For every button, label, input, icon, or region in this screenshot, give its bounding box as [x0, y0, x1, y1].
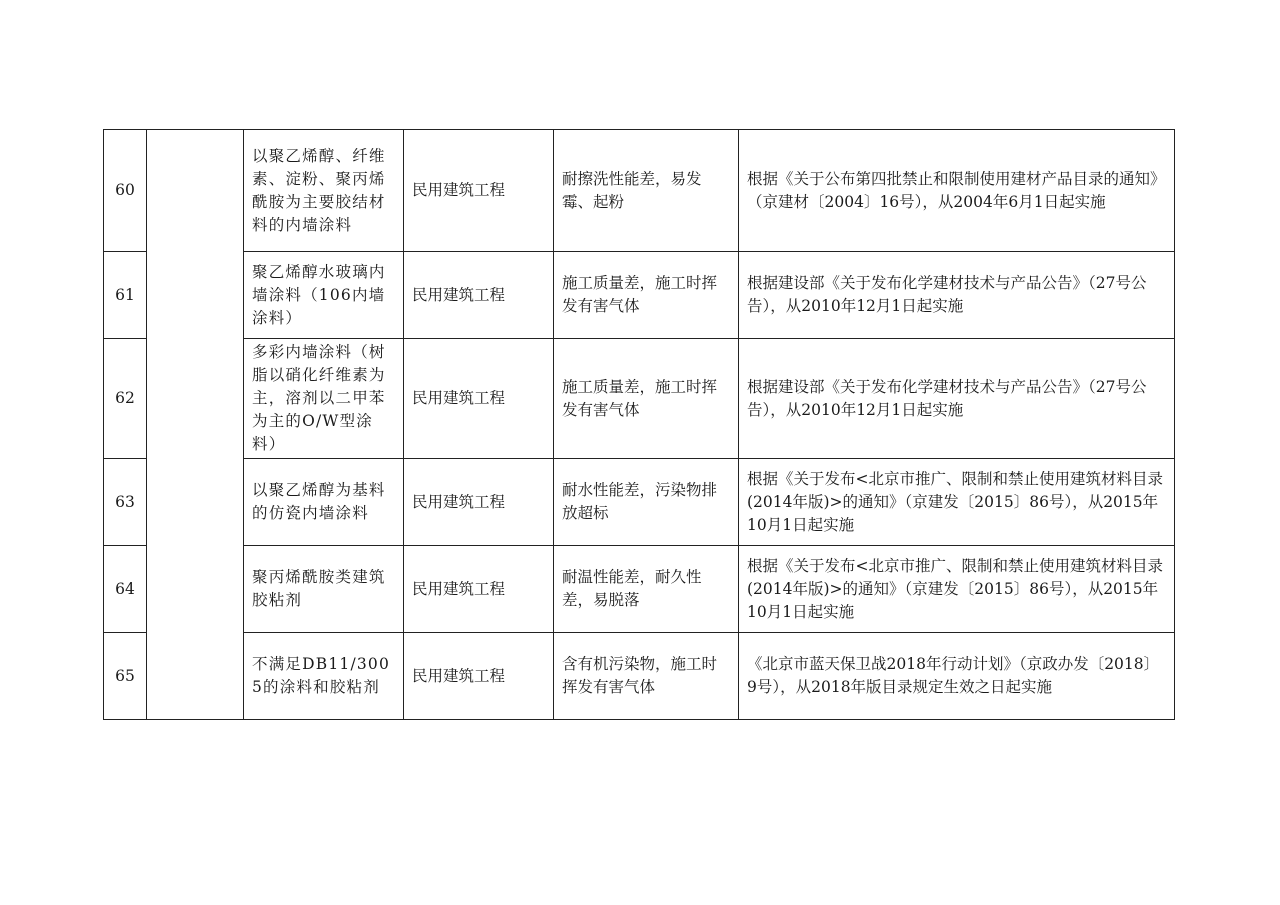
table-row	[104, 546, 1175, 633]
regulation-basis: 《北京市蓝天保卫战2018年行动计划》（京政办发〔2018〕9号），从2018年版目录规定生效之日起实施	[739, 633, 1175, 720]
application-scope: 民用建筑工程	[404, 339, 554, 459]
restriction-reason: 耐温性能差，耐久性差，易脱落	[554, 546, 739, 633]
category-cell-empty	[147, 130, 244, 720]
application-scope: 民用建筑工程	[404, 546, 554, 633]
row-number: 65	[104, 633, 147, 720]
table-row	[104, 130, 1175, 252]
regulation-basis: 根据建设部《关于发布化学建材技术与产品公告》（27号公告），从2010年12月1日起实施	[739, 252, 1175, 339]
row-number: 61	[104, 252, 147, 339]
application-scope: 民用建筑工程	[404, 130, 554, 252]
regulation-basis: 根据《关于发布<北京市推广、限制和禁止使用建筑材料目录(2014年版)>的通知》（京建发〔2015〕86号），从2015年10月1日起实施	[739, 546, 1175, 633]
row-number: 64	[104, 546, 147, 633]
restriction-reason: 含有机污染物，施工时挥发有害气体	[554, 633, 739, 720]
row-number: 63	[104, 459, 147, 546]
restriction-reason: 耐擦洗性能差，易发霉、起粉	[554, 130, 739, 252]
restriction-reason: 施工质量差，施工时挥发有害气体	[554, 339, 739, 459]
restriction-reason: 施工质量差，施工时挥发有害气体	[554, 252, 739, 339]
material-name: 聚丙烯酰胺类建筑胶粘剂	[244, 546, 404, 633]
table-row	[104, 633, 1175, 720]
regulation-basis: 根据《关于发布<北京市推广、限制和禁止使用建筑材料目录(2014年版)>的通知》（京建发〔2015〕86号），从2015年10月1日起实施	[739, 459, 1175, 546]
material-name: 以聚乙烯醇为基料的仿瓷内墙涂料	[244, 459, 404, 546]
restriction-reason: 耐水性能差，污染物排放超标	[554, 459, 739, 546]
regulation-basis: 根据建设部《关于发布化学建材技术与产品公告》（27号公告），从2010年12月1日起实施	[739, 339, 1175, 459]
application-scope: 民用建筑工程	[404, 633, 554, 720]
row-number: 62	[104, 339, 147, 459]
material-name: 聚乙烯醇水玻璃内墙涂料（106内墙涂料）	[244, 252, 404, 339]
material-name: 以聚乙烯醇、纤维素、淀粉、聚丙烯酰胺为主要胶结材料的内墙涂料	[244, 130, 404, 252]
application-scope: 民用建筑工程	[404, 252, 554, 339]
table-row	[104, 459, 1175, 546]
row-number: 60	[104, 130, 147, 252]
material-name: 多彩内墙涂料（树脂以硝化纤维素为主，溶剂以二甲苯为主的O/W型涂料）	[244, 339, 404, 459]
application-scope: 民用建筑工程	[404, 459, 554, 546]
table-row	[104, 252, 1175, 339]
table-row	[104, 339, 1175, 459]
regulation-basis: 根据《关于公布第四批禁止和限制使用建材产品目录的通知》（京建材〔2004〕16号），从2004年6月1日起实施	[739, 130, 1175, 252]
material-name: 不满足DB11/3005的涂料和胶粘剂	[244, 633, 404, 720]
restricted-materials-table	[103, 129, 1175, 720]
